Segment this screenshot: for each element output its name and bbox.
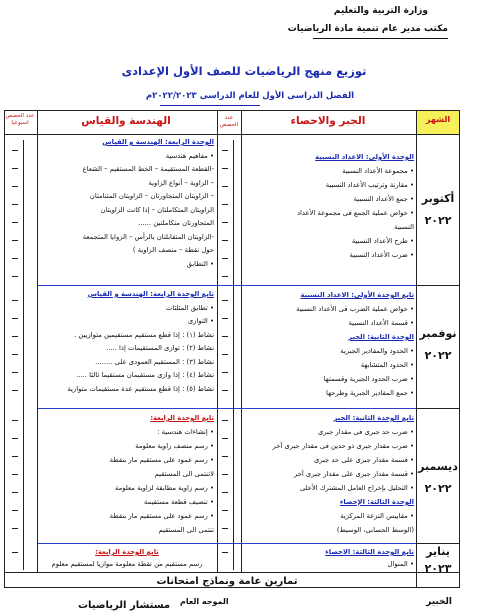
header-row-bottom: [4, 134, 460, 135]
geometry-nov-cell: [40, 288, 214, 406]
lesson-tick: [12, 552, 18, 553]
cell-line: • خواص عملية الجمع فى مجموعة الأعداد: [296, 209, 414, 217]
cell-line: تابع الوحدة الثانية: الجبر: [333, 414, 414, 422]
lesson-tick: [12, 438, 18, 439]
cell-line: • مقاييس النزعة المركزية: [340, 512, 414, 520]
cell-line: • إنشاءات هندسية :: [157, 428, 214, 436]
cell-line: • مفاهيم هندسية: [165, 151, 214, 160]
cell-line: • رسم منصف زاوية معلومة: [135, 442, 214, 450]
lesson-tick: [12, 354, 18, 355]
page-subtitle: الفصل الدراسى الأول للعام الدراسى ٢٠٢٢/٢٠٢٣م: [145, 91, 355, 101]
cell-line: نشاط (١) : إذا قطع مستقيم مستقيمين متوازيين .: [74, 330, 214, 339]
lesson-tick: [12, 300, 18, 301]
lesson-tick: [12, 186, 18, 187]
cell-line: – الزاوية – أنواع الزاوية: [148, 178, 214, 187]
algebra-nov-cell: [244, 288, 414, 406]
page-title: توزيع منهج الرياضيات للصف الأول الإعدادى: [121, 64, 367, 78]
cell-line: (الوسط الحسابى، الوسيط): [336, 526, 414, 534]
lesson-tick: [12, 456, 18, 457]
lesson-tick: [222, 240, 228, 241]
lesson-tick: [222, 258, 228, 259]
cell-line: • مجموعة الأعداد النسبية: [342, 167, 414, 175]
lesson-tick: [12, 150, 18, 151]
lesson-tick: [12, 168, 18, 169]
row-line-month-dec: [417, 543, 460, 544]
month-label: نوفمبر: [419, 327, 457, 340]
month-year: ٢٠٢٢: [424, 482, 452, 495]
lesson-tick: [222, 390, 228, 391]
cell-line: • قسمة مقدار جبرى على مقدار جبرى آخر: [293, 470, 414, 478]
lesson-tick: [222, 372, 228, 373]
cell-line: تابع الوحدة الثالثة: الاحصاء: [325, 548, 414, 556]
cell-line: لاتنتمى الى المستقيم: [154, 470, 214, 478]
lesson-tick: [12, 204, 18, 205]
lesson-tick: [222, 420, 228, 421]
cell-line: • ضرب حد جبرى فى مقدار جبرى: [317, 428, 414, 436]
algebra-dec-cell: [244, 411, 414, 542]
cell-line: • التوازى: [187, 317, 214, 325]
geometry-header: الهندسة والقياس: [81, 115, 171, 127]
month-header: الشهر: [425, 115, 451, 124]
lesson-tick: [222, 300, 228, 301]
lesson-tick: [222, 492, 228, 493]
cell-line: • الحدود المتشابهة: [360, 361, 414, 369]
month-october: [411, 192, 465, 228]
cell-line: الوحدة الأولى: الاعداد النسبية: [315, 153, 414, 161]
col-line-geometry-left: [37, 110, 38, 572]
col-line-algebra-lessons: [241, 110, 242, 572]
cell-line: -القطعة المستقيمة – الخط المستقيم – الشعاع: [82, 165, 214, 173]
lesson-tick: [222, 168, 228, 169]
month-label: ديسمبر: [418, 460, 458, 473]
geometry-dec-cell: [40, 411, 214, 542]
cell-line: • تنصيف قطعة مستقيمة: [144, 498, 214, 506]
month-label: يناير: [426, 545, 450, 558]
month-year: ٢٠٢٢: [424, 349, 452, 362]
cell-line: تابع الوحدة الأولى: الاعداد النسبية: [300, 291, 414, 299]
lesson-tick: [12, 528, 18, 529]
cell-line: نشاط (٢) : توازى المستقيمات إذا .....: [106, 344, 214, 352]
cell-line: • رسم عمود على مستقيم مار بنقطة: [109, 456, 214, 464]
cell-line: النسبية: [394, 223, 414, 231]
cell-line: تنتمى الى المستقيم: [158, 526, 214, 534]
lesson-tick: [222, 552, 228, 553]
cell-line: • ضرب الأعداد النسبية: [349, 251, 414, 259]
cell-line: • رسم عمود على مستقيم مار بنقطة: [109, 512, 214, 520]
cell-line: المتجاورتان متكاملتين ......: [138, 219, 214, 227]
exam-row-top: [4, 572, 460, 573]
algebra-oct-cell: [244, 150, 414, 284]
lesson-tick: [222, 438, 228, 439]
geometry-oct-cell: [40, 136, 214, 284]
lesson-tick: [222, 318, 228, 319]
month-label: أكتوبر: [421, 192, 455, 205]
row-line-month-nov: [417, 408, 460, 409]
cell-line: – الزاويتان المتجاورتان – الزاويتان المتتامتان: [89, 192, 214, 200]
cell-line: نشاط (٣) : المستقيم العمودى على ........: [95, 357, 214, 366]
lesson-tick: [12, 492, 18, 493]
month-december: [411, 460, 465, 496]
geometry-jan-cell: [40, 546, 214, 572]
cell-line: حول نقطة – منصف الزاوية ): [132, 246, 214, 254]
office-underline: [313, 38, 448, 39]
cell-line: الوحدة الثانية: الجبر: [348, 333, 414, 341]
month-january: [411, 545, 465, 576]
cell-line: • قسمة الأعداد النسبية: [348, 319, 414, 327]
cell-line: • جمع الأعداد النسبية: [353, 195, 414, 203]
cell-line: الوحدة الثالثة: الإحصاء: [339, 498, 414, 506]
cell-line: الوحدة الرابعة: الهندسة و القياس: [102, 138, 214, 146]
lesson-tick: [12, 240, 18, 241]
lesson-tick: [12, 336, 18, 337]
cell-line: • التحليل بإخراج العامل المشترك الأعلى: [299, 484, 414, 492]
lesson-tick: [222, 222, 228, 223]
lesson-tick: [222, 186, 228, 187]
cell-line: تابع الوحدة الرابعة:: [95, 548, 159, 556]
cell-line: • رسم زاوية مطابقة لزاوية معلومة: [114, 484, 214, 492]
cell-line: • طرح الأعداد النسبية: [351, 237, 414, 245]
cell-line: نشاط (٤) : إذا وازى مستقيمان مستقيما ثالثا .....: [76, 371, 214, 379]
algebra-header: الجبر والاحصاء: [290, 115, 366, 127]
cell-line: -الزاويتان المتقابلتان بالرأس – الزوايا المتجمعة: [82, 232, 214, 241]
cell-line: • تطابق المثلثات: [165, 303, 214, 312]
lesson-tick: [222, 150, 228, 151]
cell-line: الزاويتان المتكاملتان – إذا كانت الزاويتان: [100, 205, 214, 214]
signature-math-consultant: مستشار الرياضيات: [78, 600, 171, 611]
cell-line: • ضرب الحدود الجبرية وقسمتها: [323, 375, 414, 383]
cell-line: • ضرب مقدار جبرى ذو حدين فى مقدار جبرى آخر: [272, 442, 414, 450]
lesson-tick: [12, 510, 18, 511]
month-year: ٢٠٢٢: [424, 214, 452, 227]
lesson-tick: [12, 390, 18, 391]
algebra-jan-cell: [244, 546, 414, 572]
lesson-tick: [222, 510, 228, 511]
cell-line: نشاط (٥) : إذا قطع مستقيم عدة مستقيمات متوازية: [67, 384, 214, 393]
cell-line: تابع الوحدة الرابعة:: [150, 414, 214, 422]
cell-line: • مقارنة وترتيب الأعداد النسبية: [325, 181, 414, 189]
lesson-tick: [222, 336, 228, 337]
cell-line: • قسمة مقدار جبرى على حد جبرى: [313, 456, 414, 464]
lesson-tick: [222, 354, 228, 355]
cell-line: تابع الوحدة الرابعة: الهندسة و القياس: [87, 290, 214, 298]
cell-line: • جمع المقادير الجبرية وطرحها: [326, 389, 414, 397]
lesson-tick: [222, 204, 228, 205]
ministry-name: وزارة التربية والتعليم: [333, 6, 428, 16]
cell-line: • الحدود والمقادير الجبرية: [340, 347, 414, 355]
lesson-tick: [12, 276, 18, 277]
row-line-month-oct: [417, 285, 460, 286]
subtitle-underline: [160, 105, 260, 106]
col-line-algebra-left: [217, 110, 218, 572]
month-november: [411, 327, 465, 363]
lesson-tick: [12, 258, 18, 259]
lesson-tick: [12, 318, 18, 319]
lesson-tick: [12, 222, 18, 223]
cell-line: • المنوال: [387, 560, 414, 568]
signature-expert: الخبير: [426, 597, 452, 607]
lesson-tick: [12, 372, 18, 373]
geometry-lessons-header: عدد الحصص اسبوعيا: [5, 113, 35, 126]
cell-line: • خواص عملية الضرب فى الأعداد النسبية: [296, 305, 414, 313]
lesson-tick: [12, 420, 18, 421]
lesson-tick: [222, 474, 228, 475]
office-name: مكتب مدير عام تنمية مادة الرياضيات: [287, 24, 448, 34]
cell-line: رسم مستقيم من نقطة معلومة موازيا لمستقيم معلوم: [51, 560, 203, 568]
lesson-tick: [222, 456, 228, 457]
lesson-tick: [222, 276, 228, 277]
signature-general-supervisor: الموجه العام: [180, 597, 229, 606]
algebra-lessons-header: عدد الحصص: [219, 115, 239, 128]
lesson-tick: [12, 474, 18, 475]
month-year: ٢٠٢٣: [424, 562, 452, 575]
cell-line: • التطابق: [186, 259, 214, 268]
exams-row-label: تمارين عامة ونماذج امتحانات: [156, 576, 298, 587]
lesson-tick: [222, 528, 228, 529]
